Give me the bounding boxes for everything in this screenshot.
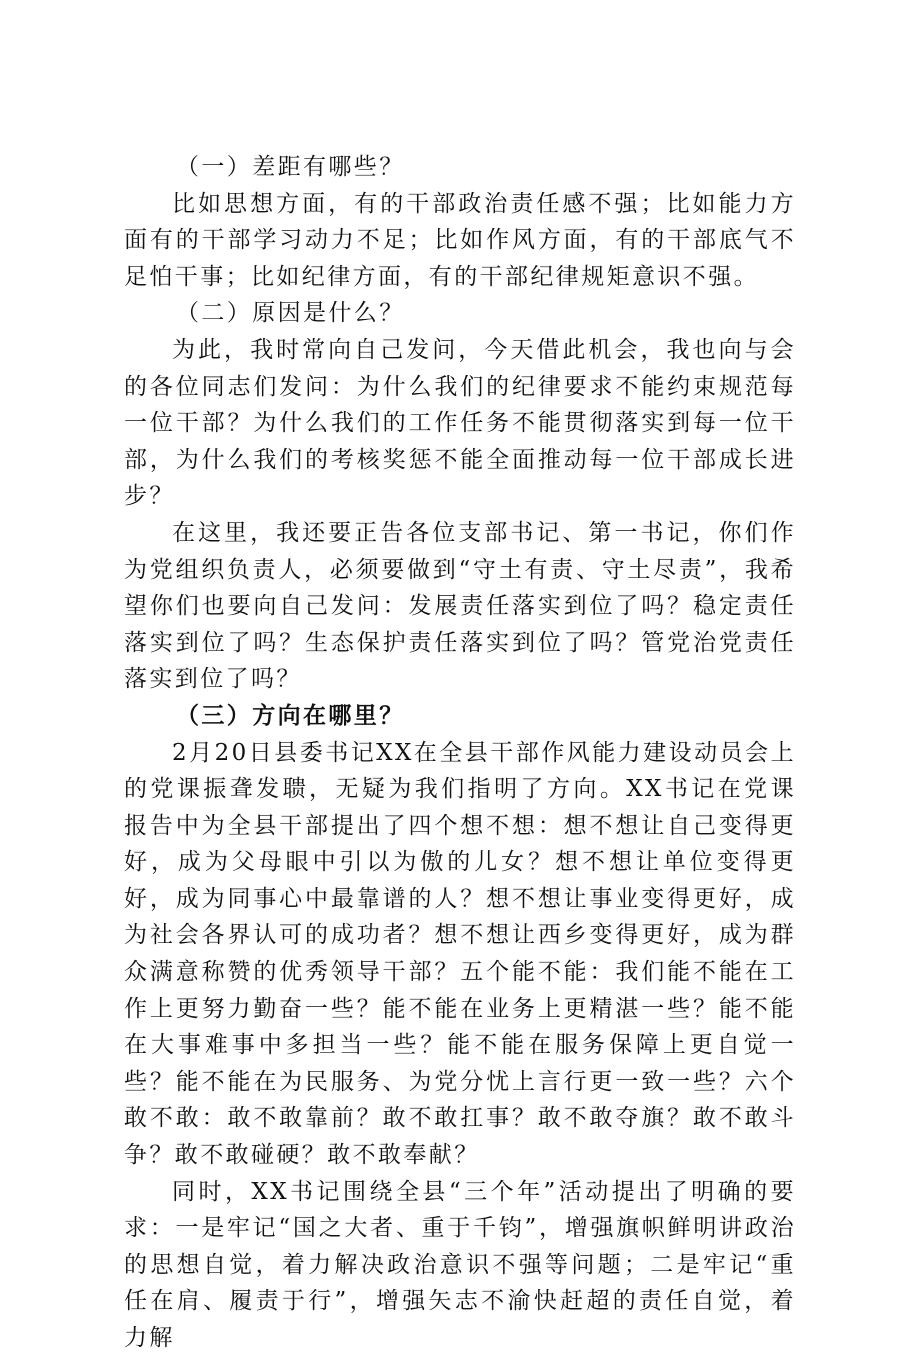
document-body [124, 149, 796, 1357]
paragraph-4: 2月20日县委书记XX在全县干部作风能力建设动员会上的党课振聋发聩，无疑为我们指明了方向。XX书记在党课报告中为全县干部提出了四个想不想：想不想让自己变得更好，成为父母眼中引以为傲的儿女？想不想让单位变得更好，成为同事心中最靠谱的人？想不想让事业变得更好，成为社会各界认可的成功者？想不想让西乡变得更好，成为群众满意称赞的优秀领导干部？五个能不能：我们能不能在工作上更努力勤奋一些？能不能在业务上更精湛一些？能不能在大事难事中多担当一些？能不能在服务保障上更自觉一些？能不能在为民服务、为党分忧上言行更一致一些？六个敢不敢：敢不敢靠前？敢不敢扛事？敢不敢夺旗？敢不敢斗争？敢不敢碰硬？敢不敢奉献？ [124, 739, 796, 1169]
section-heading-2: （二）原因是什么？ [176, 300, 405, 327]
section-heading-3: （三）方向在哪里？ [176, 701, 405, 729]
paragraph-1: 比如思想方面，有的干部政治责任感不强；比如能力方面有的干部学习动力不足；比如作风方面，有的干部底气不足怕干事；比如纪律方面，有的干部纪律规矩意识不强。 [124, 190, 796, 290]
section-heading-1: （一）差距有哪些？ [176, 154, 405, 180]
paragraph-2: 为此，我时常向自己发问，今天借此机会，我也向与会的各位同志们发问：为什么我们的纪律要求不能约束规范每一位干部？为什么我们的工作任务不能贯彻落实到每一位干部，为什么我们的考核奖惩不能全面推动每一位干部成长进步？ [124, 336, 796, 510]
paragraph-3: 在这里，我还要正告各位支部书记、第一书记，你们作为党组织负责人，必须要做到“守土有责、守土尽责”，我希望你们也要向自己发问：发展责任落实到位了吗？稳定责任落实到位了吗？生态保护责任落实到位了吗？管党治党责任落实到位了吗？ [124, 519, 796, 693]
paragraph-5: 同时，XX书记围绕全县“三个年”活动提出了明确的要求：一是牢记“国之大者、重于千钧”，增强旗帜鲜明讲政治的思想自觉，着力解决政治意识不强等问题；二是牢记“重任在肩、履责于行”，增强矢志不渝快赶超的责任自觉，着力解 [124, 1178, 796, 1351]
